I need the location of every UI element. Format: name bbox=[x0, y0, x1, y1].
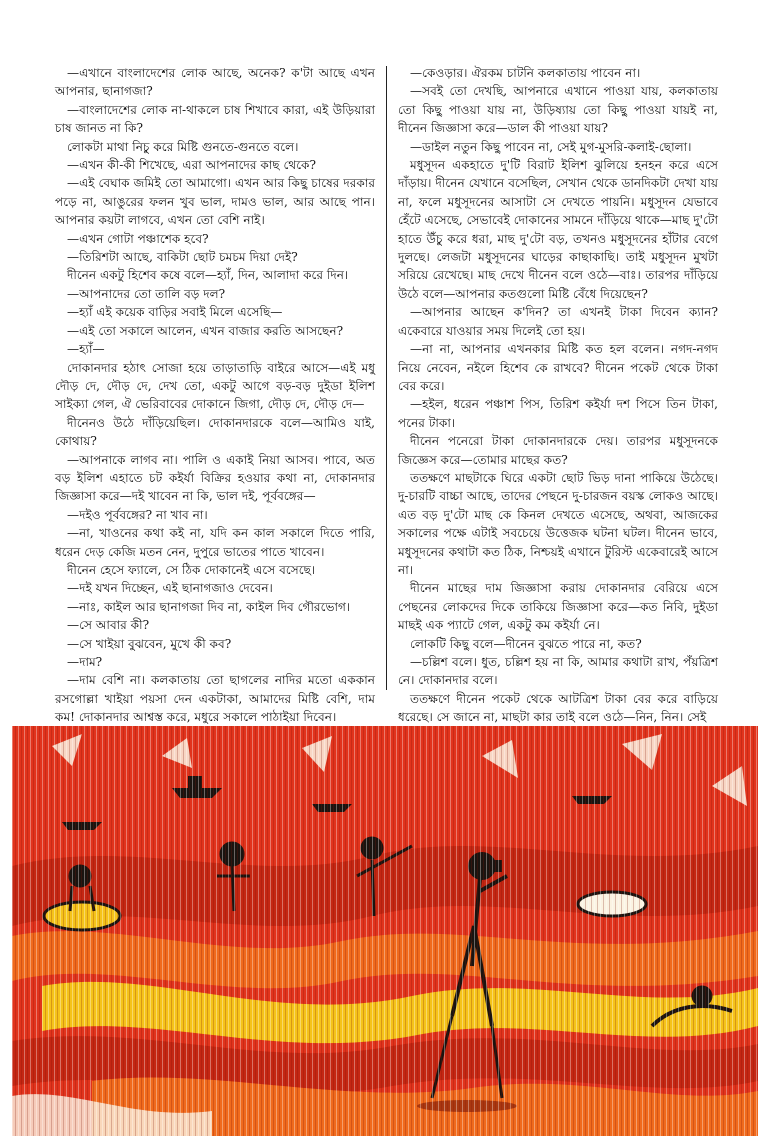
article-column-right bbox=[398, 64, 718, 727]
paragraph: —ডাইল নতুন কিছু পাবেন না, সেই মুগ-মুসরি-কলাই-ছোলা। bbox=[410, 139, 692, 154]
paragraph: —এখানে বাংলাদেশের লোক আছে, অনেক? ক'টা আছে এখন আপনার, ছানাগজা? bbox=[55, 66, 375, 99]
paragraph: লোকটা মাথা নিচু করে মিষ্টি গুনতে-গুনতে বলে। bbox=[67, 139, 299, 154]
paragraph: দীনেন একটু হিশেব কষে বলে—হ্যাঁ, দিন, আলাদা করে দিন। bbox=[67, 268, 349, 283]
paragraph: —হইল, ধরেন পঞ্চাশ পিস, তিরিশ কইর্যা দশ পিসে তিন টাকা, পনের টাকা। bbox=[398, 397, 718, 430]
paragraph: লোকটি কিছু বলে—দীনেন বুঝতে পারে না, কত? bbox=[410, 636, 642, 651]
article-column-left bbox=[55, 64, 375, 745]
paragraph: —সবই তো দেখছি, আপনারে এখানে পাওয়া যায়, কলকাতায় তো কিছু পাওয়া যায় না, উড়িষ্যায় তো কিছু পাওয়া যায়ই না, দীনেন জিজ্ঞাসা করে—ডাল কী পাওয়া যায়? bbox=[398, 84, 718, 136]
paragraph: ততক্ষণে দীনেন পকেট থেকে আটত্রিশ টাকা বের করে বাড়িয়ে ধরেছে। সে জানে না, মাছটা কার তাই বলে ওঠে—নিন, নিন। সেই bbox=[398, 691, 718, 725]
paragraph: দীনেন হেসে ফ্যালে, সে ঠিক দোকানেই এসে বসেছে। bbox=[67, 562, 316, 577]
paragraph: —দাম? bbox=[67, 655, 103, 669]
paragraph: দোকানদার হঠাৎ সোজা হয়ে তাড়াতাড়ি বাইরে আসে—এই মধু দৌড় দে, দৌড় দে, দেখ তো, একটু আগে বড়-বড় দুইডা ইলিশ সাইক্যা গেল, ঐ ভেরিবাবের দোকানে জিগা, দৌড় দে, দৌড় দে— bbox=[55, 360, 375, 412]
paragraph: —আপনাদের তো তালি বড় দল? bbox=[67, 286, 226, 301]
paragraph: —এই বেঘাক জমিই তো আমাগো। এখন আর কিছু চাষের দরকার পড়ে না, আঙুরের ফলন খুব ভাল, দামও ভাল, আর আছে পান। আপনার কয়টা লাগবে, এখন তো বেশি নাই। bbox=[55, 176, 375, 228]
paragraph: —দাম বেশি না। কলকাতায় তো ছাগলের নাদির মতো এককান রসগোল্লা খাইয়া পয়সা দেন একটাকা, আমাদের মিষ্টি বেশি, দাম কম! দোকানদার আশ্বস্ত করে, মধুরে সকালে পাঠাইয়া দিবেন। bbox=[55, 673, 375, 725]
paragraph: —দইও পূর্ববঙ্গের? না খাব না। bbox=[67, 507, 208, 522]
paragraph: মধুসূদন একহাতে দু'টি বিরাট ইলিশ ঝুলিয়ে হনহন করে এসে দাঁড়ায়। দীনেন যেখানে বসেছিল, সেখান থেকে ডানদিকটা দেখা যায় না, ফলে মধুসূদনের আসাটা সে দেখতে পায়নি। মধুসূদন যেভাবে হেঁটে এসেছে, সেভাবেই দোকানের সামনে দাঁড়িয়ে থাকে—মাছ দু'টো হাতে উঁচু করে ধরা, মাছ দু'টো বড়, তখনও মধুসূদনের হাঁটার বেগে দুলছে। লেজটা মধুসূদনের ঘাড়ের কাছাকাছি। তাই মধুসূদন মুখটা সরিয়ে রেখেছে। মাছ দেখে দীনেন বলে ওঠে—বাঃ। তারপর দাঁড়িয়ে উঠে বলে—আপনার কতগুলো মিষ্টি বেঁধে দিয়েছেন? bbox=[398, 158, 718, 301]
paragraph: —হ্যাঁ— bbox=[67, 342, 105, 357]
paragraph: —নাঃ, কাইল আর ছানাগজা দিব না, কাইল দিব গৌরভোগ। bbox=[67, 599, 351, 614]
paragraph: —হ্যাঁ এই কয়েক বাড়ির সবাই মিলে এসেছি— bbox=[67, 305, 283, 320]
texture-overlay bbox=[12, 726, 758, 1136]
paragraph: —তিরিশটা আছে, বাকিটা ছোট চমচম দিয়া দেই? bbox=[67, 250, 298, 265]
beach-illustration bbox=[12, 726, 758, 1136]
paragraph: —সে খাইয়া বুঝবেন, মুখে কী কব? bbox=[67, 636, 232, 651]
paragraph: ততক্ষণে মাছটাকে ঘিরে একটা ছোট ভিড় দানা পাকিয়ে উঠেছে। দু-চারটি বাচ্চা আছে, তাদের পেছনে দু-চারজন বয়স্ক লোকও আছে। এত বড় দু'টো মাছ কে কিনল দেখতে এসেছে, অথবা, আজকের সকালের পক্ষে এটাই সবচেয়ে উত্তেজক ঘটনা ঘটল। দীনেন ভাবে, মধুসূদনের কথাটা কত ঠিক, নিশ্চয়ই এখানে টুরিস্ট একেবারেই আসে না। bbox=[398, 470, 718, 577]
paragraph: —দই যখন দিচ্ছেন, এই ছানাগজাও দেবেন। bbox=[67, 581, 273, 596]
paragraph: —সে আবার কী? bbox=[67, 618, 150, 633]
column-divider bbox=[386, 66, 387, 690]
paragraph: দীনেন পনেরো টাকা দোকানদারকে দেয়। তারপর মধুসূদনকে জিজ্ঞেস করে—তোমার মাছের কত? bbox=[398, 434, 718, 467]
paragraph: —কেওড়ার। ঐরকম চাটনি কলকাতায় পাবেন না। bbox=[410, 66, 641, 80]
paragraph: —এখন কী-কী শিখেছে, এরা আপনাদের কাছ থেকে? bbox=[67, 158, 317, 173]
paragraph: —না, খাওনের কথা কই না, যদি কন কাল সকালে দিতে পারি, ধরেন দেড় কেজি মতন নেন, দুপুরে ভাতের পাতে খাবেন। bbox=[55, 526, 375, 559]
paragraph: —না না, আপনার এখনকার মিষ্টি কত হল বলেন। নগদ-নগদ নিয়ে নেবেন, নইলে হিশেব কে রাখবে? দীনেন পকেট থেকে টাকা বের করে। bbox=[398, 342, 718, 393]
paragraph: —চল্লিশ বলে। ধুত, চল্লিশ হয় না কি, আমার কথাটা রাখ, পঁয়ত্রিশ নে। দোকানদার বলে। bbox=[398, 655, 718, 688]
paragraph: দীনেনও উঠে দাঁড়িয়েছিল। দোকানদারকে বলে—আমিও যাই, কোথায়? bbox=[55, 415, 375, 449]
paragraph: —বাংলাদেশের লোক না-থাকলে চাষ শিখাবে কারা, এই উড়িয়ারা চাষ জানত না কি? bbox=[55, 102, 375, 136]
paragraph: —এই তো সকালে আলেন, এখন বাজার করতি আসছেন? bbox=[67, 323, 344, 338]
paragraph: দীনেন মাছের দাম জিজ্ঞাসা করায় দোকানদার বেরিয়ে এসে পেছনের লোকদের দিকে তাকিয়ে জিজ্ঞাসা করে—কত নিবি, দুইডা মাছই এক প্যাটে গেল, একটু কম কইর্যা নে। bbox=[398, 581, 718, 633]
paragraph: —এখন গোটা পঞ্চাশেক হবে? bbox=[67, 231, 209, 246]
paragraph: —আপনার আছেন ক'দিন? তা এখনই টাকা দিবেন ক্যান? একেবারে যাওয়ার সময় দিলেই তো হয়। bbox=[398, 305, 718, 338]
paragraph: —আপনাকে লাগব না। পালি ও একাই নিয়া আসব। পাবে, অত বড় ইলিশ এহাতে চট কইর্যা বিক্রির হওয়ার কথা না, দোকানদার জিজ্ঞাসা করে—দই খাবেন না কি, ভাল দই, পূর্ববঙ্গের— bbox=[55, 452, 375, 504]
